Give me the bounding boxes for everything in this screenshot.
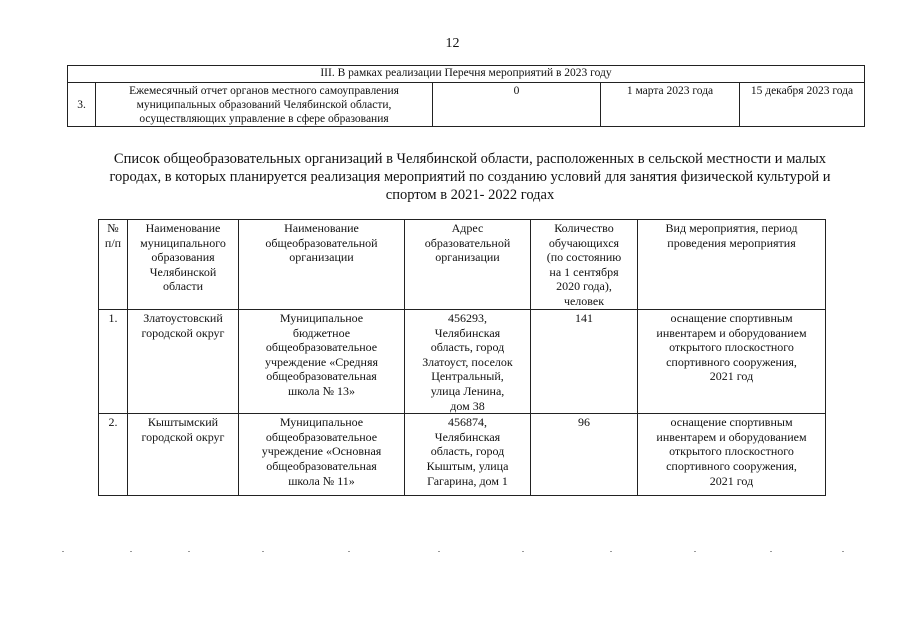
cell-students <box>531 414 638 496</box>
header-cell-address <box>405 220 531 310</box>
scan-dot <box>130 551 132 552</box>
header-text: № п/п <box>104 221 122 250</box>
cell-organization <box>239 414 405 496</box>
cell-text: оснащение спортивным инвентарем и оборудованием открытого плоскостного спортивного сооружения, 2021 год <box>656 415 807 488</box>
scan-dot <box>770 551 772 552</box>
page-number: 12 <box>445 36 460 51</box>
cell-text: 96 <box>578 415 590 430</box>
cell-organization <box>239 310 405 414</box>
cell-text: Кыштымский городской округ <box>141 415 225 444</box>
cell-number <box>99 414 128 496</box>
header-cell-students <box>531 220 638 310</box>
main-table <box>98 219 826 496</box>
row-end-date: 15 декабря 2023 года <box>740 83 865 127</box>
row-value: 0 <box>433 83 601 127</box>
table-row <box>99 414 826 496</box>
cell-text: 2. <box>108 415 118 430</box>
cell-text: 456293, Челябинская область, город Златоуст, поселок Центральный, улица Ленина, дом 38 <box>422 311 513 413</box>
cell-text: 456874, Челябинская область, город Кыштым, улица Гагарина, дом 1 <box>426 415 509 488</box>
cell-address <box>405 310 531 414</box>
cell-text: Муниципальное общеобразовательное учреждение «Основная общеобразовательная школа № 11» <box>261 415 382 488</box>
cell-activity <box>638 310 826 414</box>
cell-text: Муниципальное бюджетное общеобразовательное учреждение «Средняя общеобразовательная школа № 13» <box>265 311 378 398</box>
header-row <box>99 220 826 310</box>
scan-artifact-dots <box>0 551 905 553</box>
cell-students <box>531 310 638 414</box>
header-cell-activity <box>638 220 826 310</box>
scan-dot <box>262 551 264 552</box>
cell-number <box>99 310 128 414</box>
scan-dot <box>694 551 696 552</box>
header-text: Наименование общеобразовательной организации <box>265 221 378 265</box>
cell-text: Златоустовский городской округ <box>141 311 225 340</box>
scan-dot <box>610 551 612 552</box>
scan-dot <box>62 551 64 552</box>
header-text: Адрес образовательной организации <box>424 221 511 265</box>
scan-dot <box>522 551 524 552</box>
cell-activity <box>638 414 826 496</box>
cell-municipality <box>128 310 239 414</box>
list-title: Список общеобразовательных организаций в Челябинской области, расположенных в сельской местности и малых городах, в которых планируется реализация мероприятий по созданию условий для занятия физической культурой и спортом в 2021- 2022 годах <box>109 151 831 203</box>
row-description <box>96 83 433 127</box>
row-start-date: 1 марта 2023 года <box>601 83 740 127</box>
cell-text: оснащение спортивным инвентарем и оборудованием открытого плоскостного спортивного сооружения, 2021 год <box>656 311 807 384</box>
section-header: III. В рамках реализации Перечня мероприятий в 2023 году <box>68 66 865 83</box>
cell-municipality <box>128 414 239 496</box>
header-text: Вид мероприятия, период проведения мероприятия <box>665 221 798 250</box>
header-text: Наименование муниципального образования Челябинской области <box>140 221 226 294</box>
header-cell-municipality <box>128 220 239 310</box>
table-row <box>68 83 865 127</box>
row-number: 3. <box>68 83 96 127</box>
top-table <box>67 65 865 127</box>
scan-dot <box>348 551 350 552</box>
cell-text: 1. <box>108 311 118 325</box>
scan-dot <box>842 551 844 552</box>
header-cell-number <box>99 220 128 310</box>
scan-dot <box>438 551 440 552</box>
scan-dot <box>188 551 190 552</box>
header-cell-organization <box>239 220 405 310</box>
table-row <box>99 310 826 414</box>
header-text: Количество обучающихся (по состоянию на 1 сентября 2020 года), человек <box>546 221 622 308</box>
cell-address <box>405 414 531 496</box>
description-text: Ежемесячный отчет органов местного самоуправления муниципальных образований Челябинской области, осуществляющих управление в сфере образования <box>129 85 399 125</box>
cell-text: 141 <box>575 311 593 325</box>
